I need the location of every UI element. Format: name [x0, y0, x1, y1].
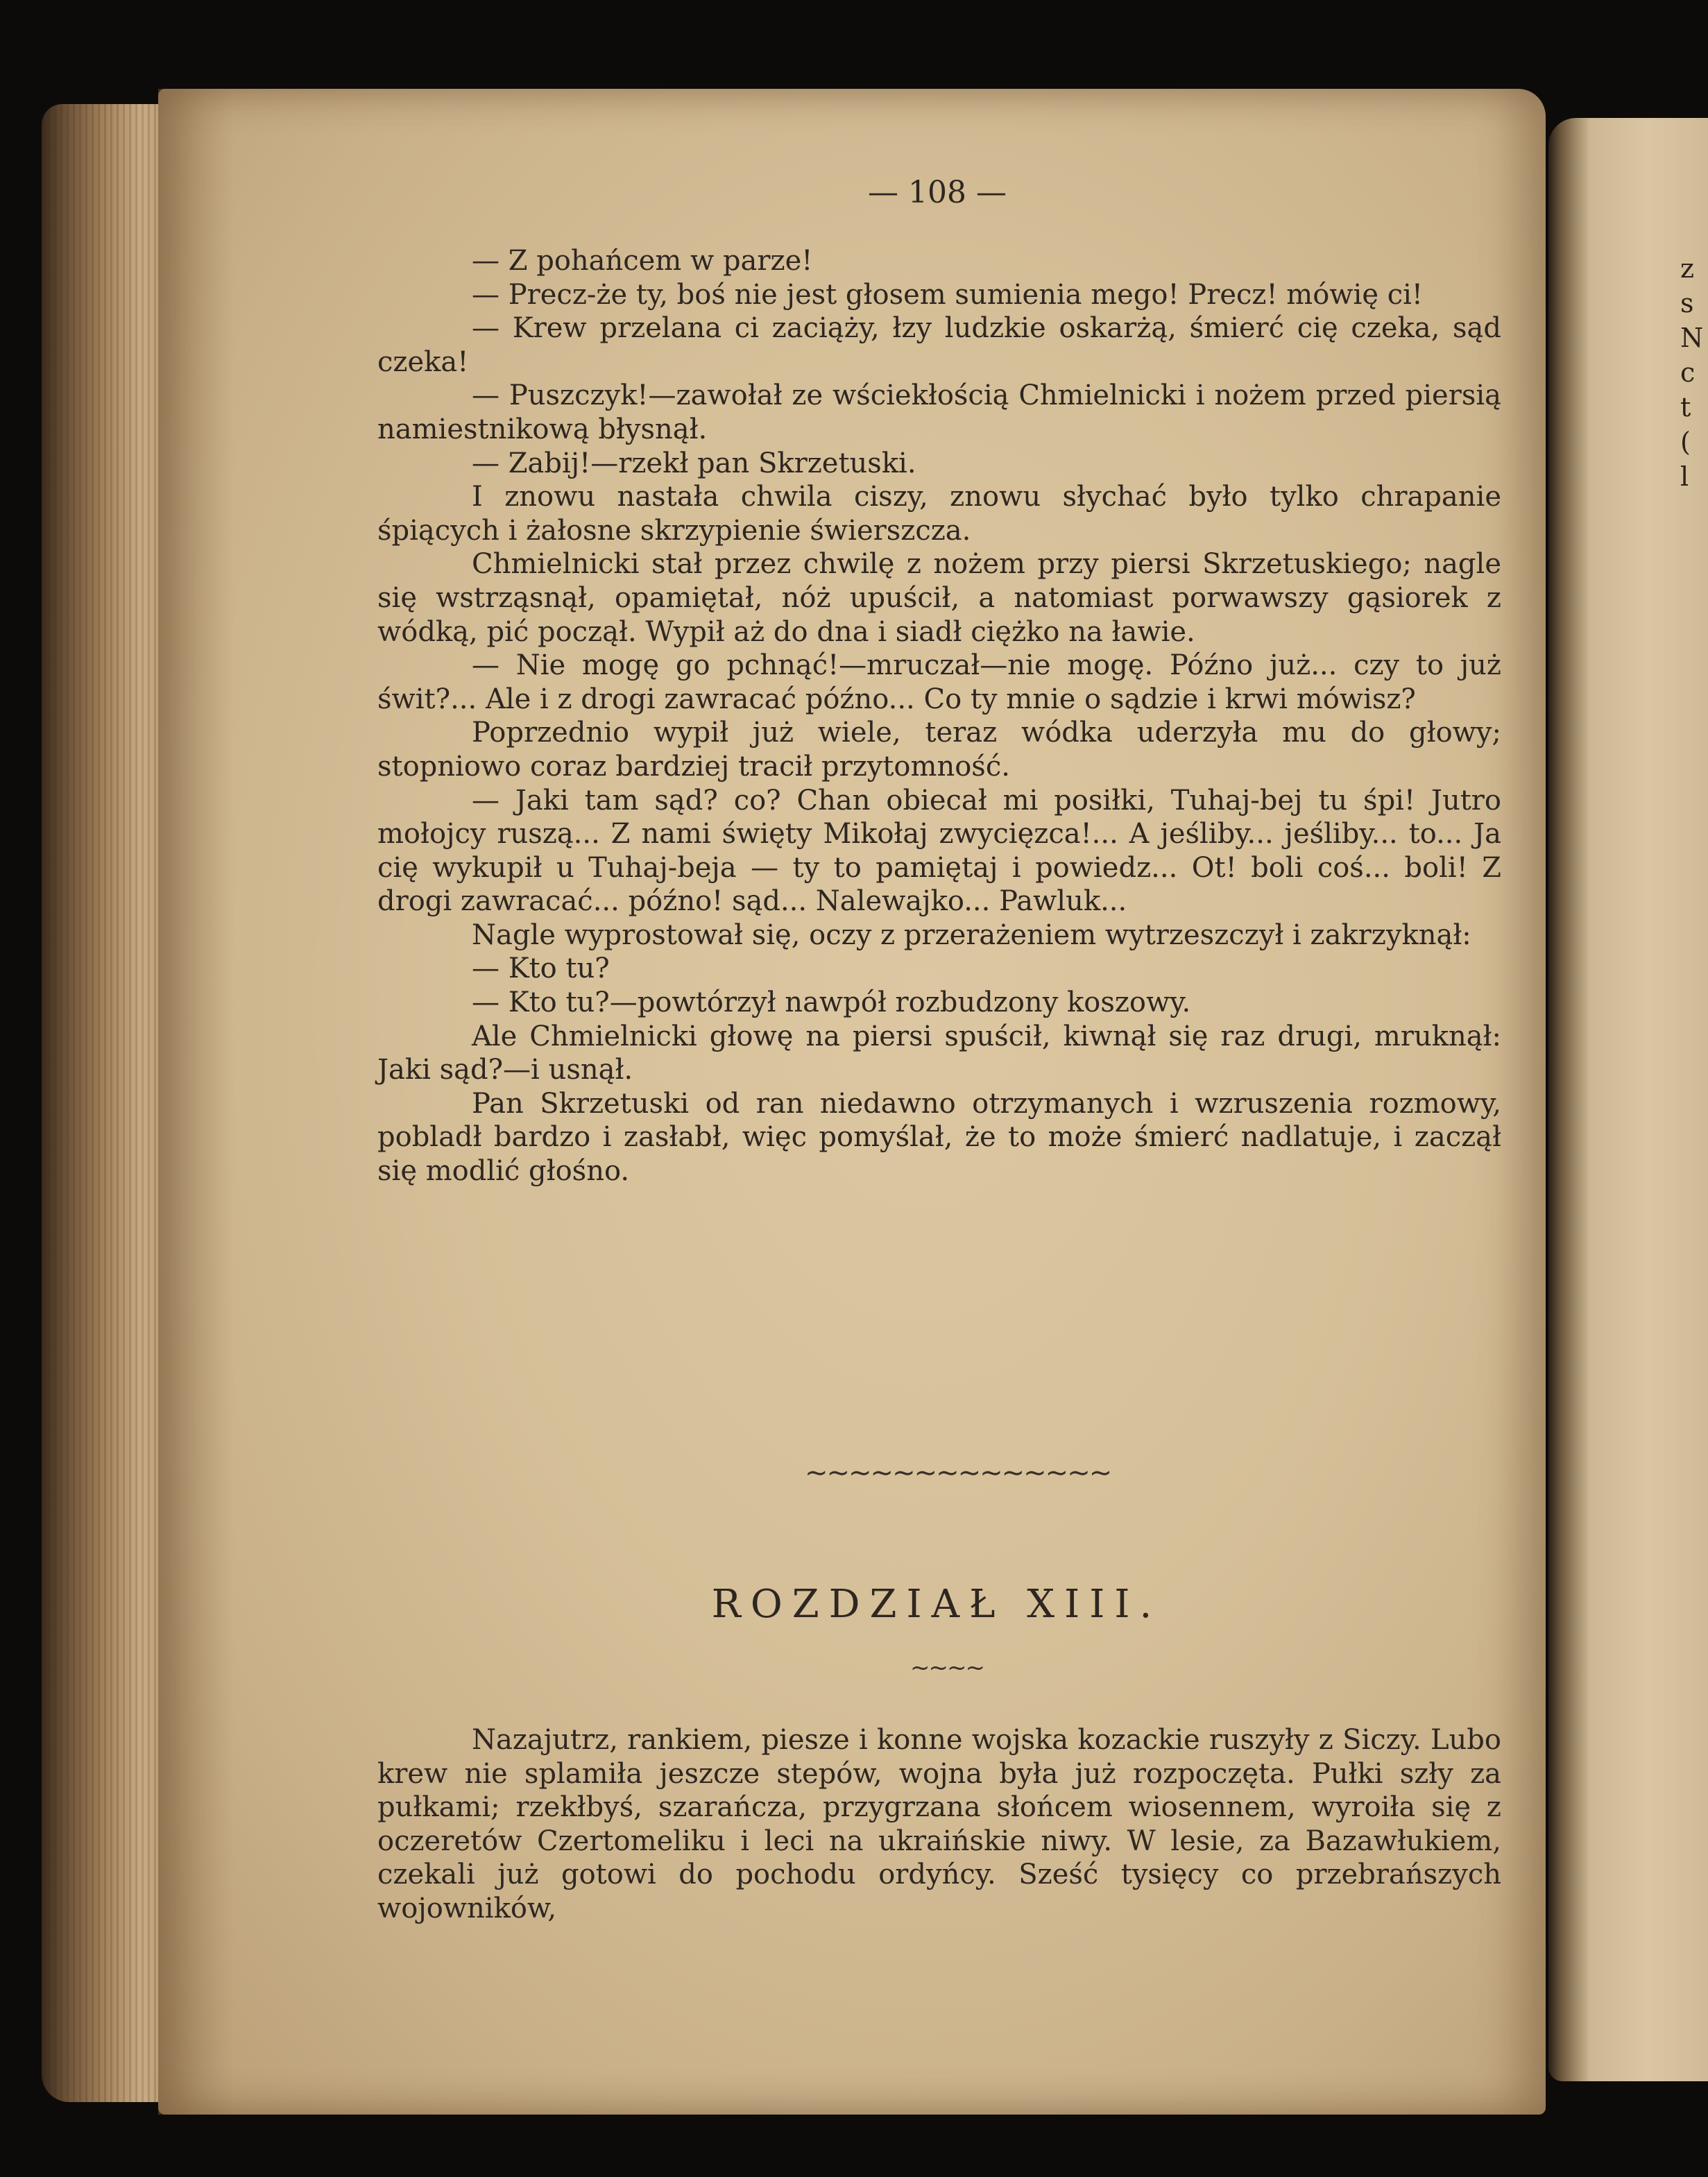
paragraph: — Krew przelana ci zaciąży, łzy ludzkie oskarżą, śmierć cię czeka, sąd czeka! — [377, 312, 1501, 378]
paragraph: I znowu nastała chwila ciszy, znowu słychać było tylko chrapanie śpiących i żałosne skrzypienie świerszcza. — [377, 481, 1501, 547]
paragraph: — Nie mogę go pchnąć!—mruczał—nie mogę. Późno już... czy to już świt?... Ale i z drogi zawracać późno... Co ty mnie o sądzie i krwi mówisz? — [377, 649, 1501, 715]
paragraph: — Kto tu? — [472, 953, 610, 985]
facing-letter: c — [1680, 357, 1696, 388]
facing-letter: s — [1680, 288, 1694, 318]
paragraph: Pan Skrzetuski od ran niedawno otrzymanych i wzruszenia rozmowy, pobladł bardzo i zasłabł, więc pomyślał, że to może śmierć nadlatuje, i zaczął się modlić głośno. — [377, 1087, 1501, 1188]
facing-letter: l — [1680, 461, 1689, 492]
facing-letter: N — [1680, 323, 1704, 353]
facing-page-text — [1680, 251, 1703, 494]
paragraph: Nazajutrz, rankiem, piesze i konne wojska kozackie ruszyły z Siczy. Lubo krew nie splamiła jeszcze stepów, wojna była już rozpoczęta. Pułki szły za pułkami; rzekłbyś, szarańcza, przygrzana słońcem wiosennem, wyroiła się z oczeretów Czertomeliku i leci na ukraińskie niwy. W lesie, za Bazawłukiem, czekali już gotowi do pochodu ordyńcy. Sześć tysięcy co przebrańszych wojowników, — [377, 1724, 1501, 1924]
paragraph: — Jaki tam sąd? co? Chan obiecał mi posiłki, Tuhaj-bej tu śpi! Jutro mołojcy ruszą... Z nami święty Mikołaj zwycięzca!... A jeśliby... jeśliby... to... Ja cię wykupił u Tuhaj-beja — ty to pamiętaj i powiedz... Ot! boli coś... boli! Z drogi zawracać... późno! sąd... Nalewajko... Pawluk... — [377, 784, 1501, 918]
facing-letter: t — [1680, 392, 1691, 422]
page-number: — 108 — — [868, 175, 1007, 210]
paragraph: — Kto tu?—powtórzył nawpół rozbudzony koszowy. — [472, 987, 1191, 1019]
chapter-opening-text — [377, 1723, 1501, 1926]
paragraph: — Zabij!—rzekł pan Skrzetuski. — [472, 447, 916, 479]
paragraph: Nagle wyprostował się, oczy z przerażeniem wytrzeszczył i zakrzyknął: — [472, 919, 1471, 951]
chapter-ornament: ~~~~ — [910, 1654, 984, 1682]
facing-letter: z — [1680, 253, 1695, 284]
paragraph: — Precz-że ty, boś nie jest głosem sumienia mego! Precz! mówię ci! — [472, 278, 1423, 311]
chapter-title: ROZDZIAŁ XIII. — [711, 1582, 1162, 1627]
paragraph: — Z pohańcem w parze! — [472, 245, 813, 277]
section-ornament: ~~~~~~~~~~~~~~ — [805, 1457, 1111, 1489]
page-body-text — [377, 244, 1501, 1188]
paragraph: Chmielnicki stał przez chwilę z nożem przy piersi Skrzetuskiego; nagle się wstrząsnął, opamiętał, nóż upuścił, a natomiast porwawszy gąsiorek z wódką, pić począł. Wypił aż do dna i siadł ciężko na ławie. — [377, 548, 1501, 648]
paragraph: Poprzednio wypił już wiele, teraz wódka uderzyła mu do głowy; stopniowo coraz bardziej tracił przytomność. — [377, 717, 1501, 783]
facing-letter: ( — [1680, 427, 1691, 457]
paragraph: Ale Chmielnicki głowę na piersi spuścił, kiwnął się raz drugi, mruknął: Jaki sąd?—i usnął. — [377, 1020, 1501, 1086]
paragraph: — Puszczyk!—zawołał ze wściekłością Chmielnicki i nożem przed piersią namiestnikową błysnął. — [377, 379, 1501, 445]
